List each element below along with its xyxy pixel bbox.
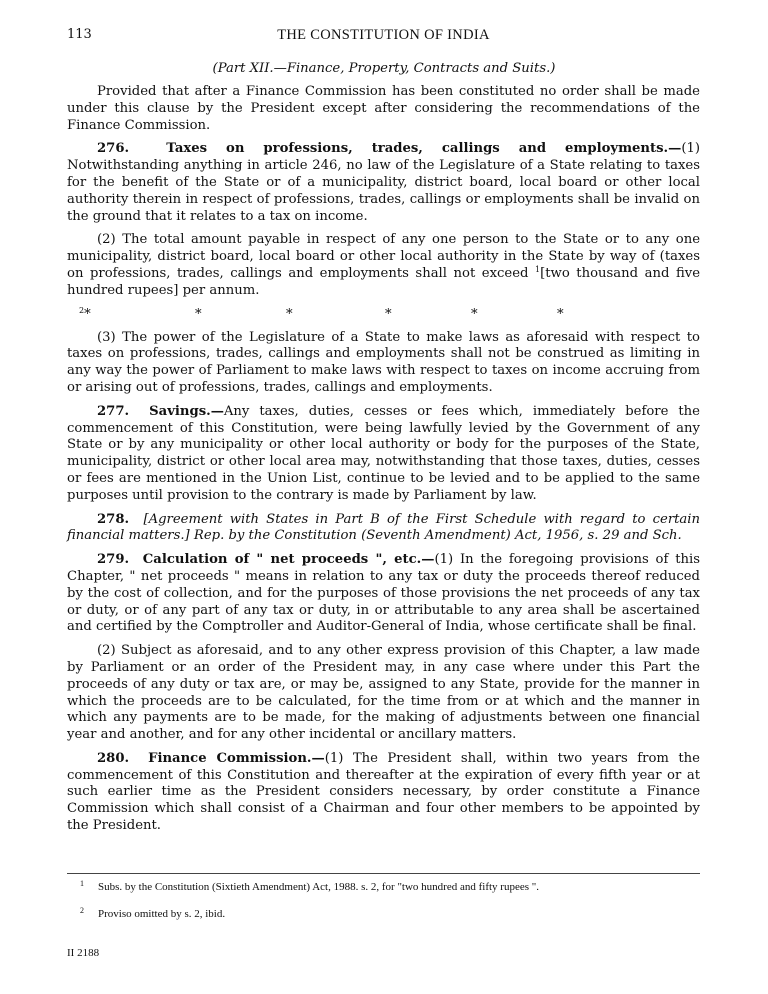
article-279-clause-1 bbox=[67, 552, 700, 636]
omission-star: * bbox=[195, 306, 202, 322]
article-277-text: Any taxes, duties, cesses or fees which, immediately before the commencement of this Constitution, were being lawfully levied by the Government of any State or by any municipality or other local authority or body for the purposes of the State, municipality, district or other local area may, notwithstanding that those taxes, duties, cesses or fees are mentioned in the Union List, continue to be levied and to be applied to the same purposes until provision to the contrary is made by Parliament by law. bbox=[67, 403, 700, 503]
print-code: II 2188 bbox=[67, 947, 100, 959]
footnote-mark: 1 bbox=[80, 879, 84, 888]
article-276-heading: Taxes on professions, trades, callings and employments.— bbox=[166, 141, 682, 157]
footnote-ref-2: 2 bbox=[79, 305, 85, 315]
article-277 bbox=[67, 404, 700, 505]
article-276-clause-2-text: (2) The total amount payable in respect of any one person to the State or to any one municipality, district board, local board or other local authority in the State by way of (taxes on professions, trades, callings and employments shall not exceed bbox=[67, 232, 700, 281]
article-276-clause-2 bbox=[67, 232, 700, 299]
part-subheading: (Part XII.—Finance, Property, Contracts and Suits.) bbox=[212, 61, 556, 76]
article-277-number: 277. bbox=[97, 403, 130, 419]
article-279-clause-1-text: (1) In the foregoing provisions of this Chapter, " net proceeds " means in relation to any tax or duty the proceeds thereof reduced by the cost of collection, and for the purposes of those provisions the net proceeds of any tax or duty, or of any part of any tax or duty, in or attributable to any area shall be ascertained and certified by the Comptroller and Auditor-General of India, whose certificate shall be final. bbox=[67, 552, 700, 635]
omission-star: * bbox=[385, 306, 392, 322]
article-276-number: 276. bbox=[97, 141, 130, 157]
article-280-text: (1) The President shall, within two years from the commencement of this Constitution and thereafter at the expiration of every fifth year or at such earlier time as the President considers necessary, by order constitute a Finance Commission which shall consist of a Chairman and four other members to be appointed by the President. bbox=[67, 750, 700, 834]
footnote-text: Proviso omitted by s. 2, ibid. bbox=[98, 908, 226, 920]
omission-star: * bbox=[557, 306, 564, 322]
omission-star: * bbox=[471, 306, 478, 322]
running-title: THE CONSTITUTION OF INDIA bbox=[277, 27, 490, 43]
article-280 bbox=[67, 751, 700, 835]
document-body bbox=[67, 84, 700, 842]
footnotes bbox=[80, 880, 700, 934]
footnote-2 bbox=[80, 907, 700, 921]
omission-star: $^2$ * bbox=[79, 305, 91, 322]
omission-star: * bbox=[286, 306, 293, 322]
article-278-number: 278. bbox=[97, 511, 130, 527]
article-276-clause-1 bbox=[67, 141, 700, 225]
article-279-heading: Calculation of " net proceeds ", etc.— bbox=[142, 552, 435, 568]
footnote-1 bbox=[80, 880, 700, 894]
proviso-paragraph: Provided that after a Finance Commission has been constituted no order shall be made under this clause by the President except after considering the recommendations of the Finance Commission. bbox=[67, 84, 700, 133]
article-276-clause-1-text: (1) Notwithstanding anything in article 246, no law of the Legislature of a State relating to taxes for the benefit of the State or of a municipality, district board, local board or other local authority therein in respect of professions, trades, callings or employments shall be invalid on the ground that it relates to a tax on income. bbox=[67, 141, 700, 224]
article-276-clause-2-amount: [two thousand and five hundred rupees] per annum. bbox=[67, 265, 700, 298]
article-280-number: 280. bbox=[97, 750, 130, 766]
footnote-mark: 2 bbox=[80, 906, 84, 915]
footnote-ref-1: 1 bbox=[535, 264, 541, 274]
article-280-heading: Finance Commission.— bbox=[148, 750, 325, 766]
footnote-divider bbox=[67, 873, 700, 874]
article-277-heading: Savings.— bbox=[149, 403, 224, 419]
omission-stars bbox=[67, 307, 700, 323]
article-279-number: 279. bbox=[97, 552, 130, 568]
article-276-clause-3: (3) The power of the Legislature of a State to make laws as aforesaid with respect to taxes on professions, trades, callings and employments shall not be construed as limiting in any way the power of Parliament to make laws with respect to taxes on income accruing from or arising out of professions, trades, callings and employments. bbox=[67, 329, 700, 395]
article-278-text: [Agreement with States in Part B of the First Schedule with regard to certain financial matters.] Rep. by the Constitution (Seventh Amendment) Act, 1956, s. 29 and Sch. bbox=[67, 511, 700, 544]
article-279-clause-2: (2) Subject as aforesaid, and to any other express provision of this Chapter, a law made by Parliament or an order of the President may, in any case where under this Part the proceeds of any duty or tax are, or may be, assigned to any State, provide for the manner in which the proceeds are to be calculated, for the time from or at which and the manner in which any payments are to be made, for the making of adjustments between one financial year and another, and for any other incidental or ancillary matters. bbox=[67, 643, 700, 743]
article-278 bbox=[67, 512, 700, 546]
page-header bbox=[67, 27, 700, 47]
page-number: 113 bbox=[67, 27, 92, 42]
footnote-text: Subs. by the Constitution (Sixtieth Amendment) Act, 1988. s. 2, for "two hundred and fifty rupees ". bbox=[98, 881, 539, 893]
